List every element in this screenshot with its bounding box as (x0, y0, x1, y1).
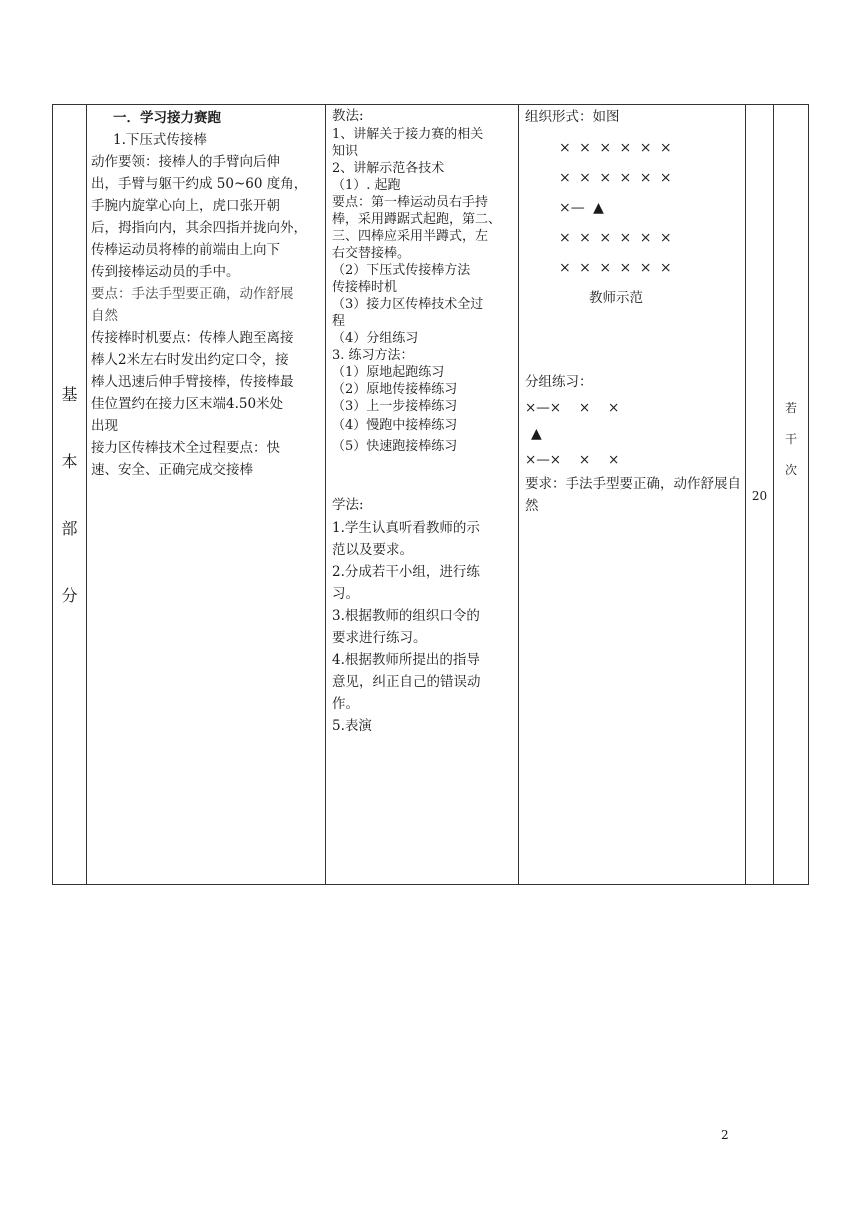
group-title: 分组练习： (525, 374, 593, 390)
content-heading: 一．学习接力赛跑 (113, 110, 221, 126)
formation-row: ×— ▲ (559, 200, 604, 216)
organization-cell (519, 105, 746, 885)
section-label-char: 部 (61, 518, 78, 538)
content-line: 佳位置约在接力区末端4.50米处 (91, 396, 284, 412)
formation-row: × × × × × × (559, 230, 672, 246)
content-line: 动作要领：接棒人的手臂向后伸 (91, 154, 280, 170)
teaching-line: 右交替接棒。 (332, 246, 411, 261)
count-char: 若 (784, 401, 797, 415)
content-line: 手腕内旋掌心向上，虎口张开朝 (91, 198, 280, 214)
teaching-line: （2）原地传接棒练习 (332, 382, 458, 397)
study-line: 1.学生认真听看教师的示 (332, 520, 480, 536)
content-line: 传接棒时机要点：传棒人跑至离接 (91, 330, 294, 346)
section-label-char: 本 (61, 451, 78, 471)
content-line: 出，手臂与躯干约成 50~60 度角， (91, 176, 308, 192)
study-line: 2.分成若干小组，进行练 (332, 564, 480, 580)
teaching-line: 3. 练习方法： (332, 348, 414, 363)
teaching-line: 知识 (332, 144, 359, 159)
study-line: 意见，纠正自己的错误动 (332, 674, 481, 690)
group-row: ×—× × × (525, 452, 620, 468)
page-number: 2 (721, 1128, 729, 1142)
content-subheading: 1.下压式传接棒 (113, 132, 207, 148)
teaching-line: （3）上一步接棒练习 (332, 399, 458, 414)
study-line: 5.表演 (332, 718, 372, 734)
study-line: 要求进行练习。 (332, 630, 427, 646)
content-line: 棒人2米左右时发出约定口令，接 (91, 352, 289, 368)
content-line: 出现 (91, 418, 118, 434)
study-line: 3.根据教师的组织口令的 (332, 608, 480, 624)
teaching-line: 程 (332, 314, 346, 329)
teaching-line: （4）慢跑中接棒练习 (332, 418, 458, 433)
study-line: 习。 (332, 586, 359, 602)
teaching-line: 三、四棒应采用半蹲式，左 (332, 229, 489, 244)
demo-label: 教师示范 (589, 290, 643, 306)
content-line: 棒人迅速后伸手臂接棒，传接棒最 (91, 374, 294, 390)
teaching-line: （1）原地起跑练习 (332, 365, 445, 380)
study-line: 作。 (332, 696, 359, 712)
teaching-line: 棒，采用蹲踞式起跑，第二、 (332, 212, 502, 227)
time-value: 20 (751, 489, 768, 503)
content-line: 速、安全、正确完成交接棒 (91, 462, 253, 478)
content-line: 后，拇指向内，其余四指并拢向外， (91, 220, 307, 236)
organization-title: 组织形式：如图 (525, 109, 620, 125)
content-cell (87, 105, 326, 885)
count-char: 干 (784, 432, 797, 446)
requirement-text: 要求：手法手型要正确，动作舒展自然 (525, 476, 741, 514)
teaching-line: 1、讲解关于接力赛的相关 (332, 127, 484, 142)
section-label-char: 分 (61, 585, 78, 605)
content-line: 接力区传棒技术全过程要点：快 (91, 440, 280, 456)
section-label-char: 基 (61, 384, 78, 404)
formation-row: × × × × × × (559, 260, 672, 276)
count-cell (774, 105, 809, 885)
teaching-line: 2、讲解示范各技术 (332, 161, 445, 176)
content-line: 要点：手法手型要正确，动作舒展 (91, 286, 294, 302)
teaching-line: 传接棒时机 (332, 280, 398, 295)
spacer (332, 457, 515, 493)
lesson-plan-table (52, 104, 809, 885)
content-line: 传棒运动员将棒的前端由上向下 (91, 242, 280, 258)
section-label-cell (53, 105, 87, 885)
teaching-line: （1）. 起跑 (332, 178, 401, 193)
study-line: 范以及要求。 (332, 542, 413, 558)
teaching-line: （3）接力区传棒技术全过 (332, 297, 484, 312)
content-line: 自然 (91, 308, 118, 324)
count-char: 次 (784, 463, 797, 477)
teaching-title: 教法: (332, 108, 364, 124)
formation-row: × × × × × × (559, 170, 672, 186)
group-row: ×—× × × (525, 400, 620, 416)
teaching-line: （5）快速跑接棒练习 (332, 439, 458, 454)
study-line: 4.根据教师所提出的指导 (332, 652, 480, 668)
time-cell (746, 105, 774, 885)
method-cell (326, 105, 519, 885)
formation-row: × × × × × × (559, 140, 672, 156)
teaching-line: 要点：第一棒运动员右手持 (332, 195, 489, 210)
group-triangle: ▲ (531, 426, 542, 442)
study-title: 学法: (332, 497, 364, 513)
content-line: 传到接棒运动员的手中。 (91, 264, 240, 280)
teaching-line: （4）分组练习 (332, 331, 419, 346)
teaching-line: （2）下压式传接棒方法 (332, 263, 471, 278)
